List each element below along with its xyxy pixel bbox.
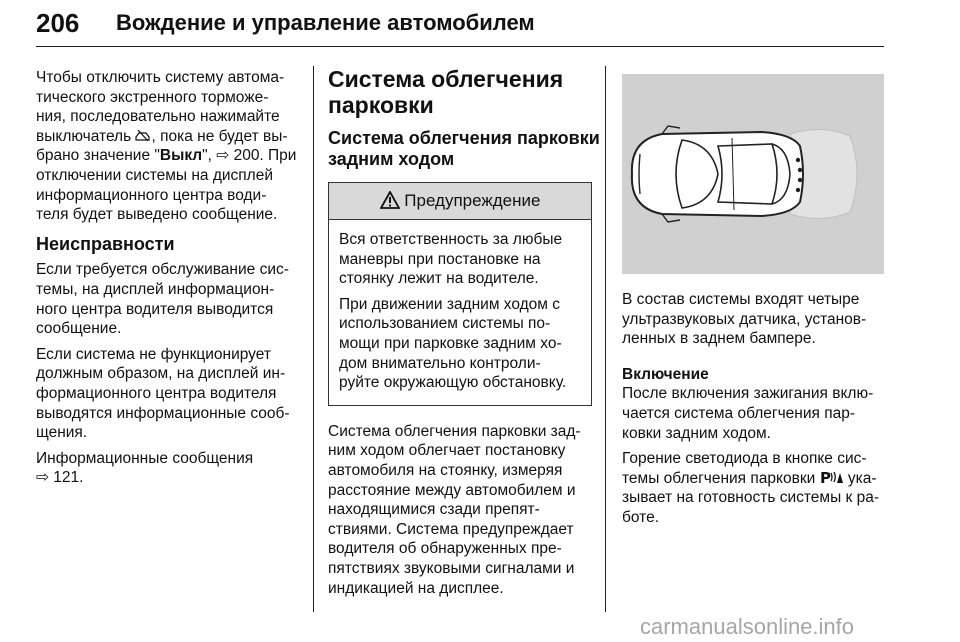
text-line: стоянку лежит на водителе. [339, 270, 539, 288]
text-line: сообщение. [36, 320, 122, 338]
text-line: ультразвуковых датчика, установ- [622, 310, 867, 328]
watermark: carmanualsonline.info [640, 614, 855, 639]
text-line: маневры при постановке на [339, 250, 541, 268]
text-line: После включения зажигания вклю- [622, 385, 874, 403]
svg-text:P: P [819, 469, 831, 485]
rear-sensor [798, 178, 802, 182]
page-number: 206 [36, 8, 80, 38]
rear-sensor [796, 158, 800, 162]
warning-box [328, 182, 592, 406]
intro-paragraph [36, 68, 304, 225]
text-span: ука- [843, 469, 877, 487]
text-line: Вся ответственность за любые [339, 231, 563, 248]
info-paragraph [36, 449, 304, 488]
text-line: отключении системы на дисплей [36, 166, 274, 184]
right-column [622, 290, 886, 534]
column-divider-left [313, 66, 314, 612]
text-line: зывает на готовность системы к ра- [622, 489, 880, 507]
text-line: руйте окружающую обстановку. [339, 374, 567, 392]
column-divider-right [605, 66, 606, 612]
subsection-title [328, 128, 600, 170]
page-ref-arrow-icon: ⇨ [216, 147, 230, 165]
text-line: ствиями. Система предупреждает [328, 520, 574, 538]
page-reference[interactable]: 200. При [229, 147, 297, 165]
fault-heading: Неисправности [36, 233, 175, 254]
text-line: теля будет выведено сообщение. [36, 206, 278, 224]
text-line: ленных в заднем бампере. [622, 330, 816, 348]
warning-triangle-icon [380, 191, 400, 209]
text-line: При движении задним ходом с [339, 295, 561, 313]
switch-on-paragraph-2 [622, 449, 886, 527]
text-line: водителя об обнаруженных пре- [328, 540, 562, 558]
text-span: выключатель [36, 127, 136, 145]
text-line: находящимися сзади препят- [328, 501, 540, 519]
text-line: информационного центра води- [36, 186, 267, 204]
park-assist-icon [820, 470, 844, 485]
warning-paragraph-2 [339, 295, 581, 393]
running-title: Вождение и управление автомобилем [116, 10, 535, 35]
warning-paragraph-1 [339, 230, 581, 289]
text-line: ковки задним ходом. [622, 424, 771, 442]
fault-paragraph-1 [36, 260, 304, 338]
rear-sensor [798, 168, 802, 172]
text-line: Если система не функционирует [36, 345, 271, 363]
text-line [36, 127, 304, 147]
text-line: должным образом, на дисплей ин- [36, 365, 286, 383]
text-span: ", [202, 147, 217, 165]
text-line: В состав системы входят четыре [622, 291, 860, 308]
left-column [36, 68, 304, 494]
page-header [36, 6, 884, 48]
page-ref-arrow-icon: ⇨ [36, 469, 49, 487]
title-line: парковки [328, 92, 434, 118]
option-value-off: Выкл [159, 147, 203, 165]
warning-body [329, 220, 591, 405]
text-span: темы облегчения парковки [622, 469, 820, 487]
middle-column [328, 66, 600, 604]
text-line: Чтобы отключить систему автома- [36, 69, 285, 86]
switch-on-paragraph-1 [622, 384, 886, 443]
text-line: Горение светодиода в кнопке сис- [622, 450, 867, 468]
text-line: расстояние между автомобилем и [328, 481, 576, 499]
header-rule [36, 46, 884, 47]
text-line: дом внимательно контроли- [339, 354, 541, 372]
car-top-view [632, 126, 803, 222]
parking-sensor-figure [622, 74, 884, 274]
warning-title: Предупреждение [404, 191, 541, 210]
text-line: ного центра водителя выводится [36, 300, 274, 318]
text-line: формационного центра водителя [36, 384, 277, 402]
text-line: темы, на дисплей информацион- [36, 280, 275, 298]
text-line: тического экстренного торможе- [36, 88, 269, 106]
text-line: ним ходом облегчает постановку [328, 442, 566, 460]
warning-header [329, 183, 591, 220]
page-reference[interactable]: 121. [49, 469, 84, 487]
text-line: пятствиях звуковыми сигналами и [328, 559, 575, 577]
text-span: брано значение " [36, 147, 160, 165]
text-line: Система облегчения парковки зад- [328, 422, 581, 440]
text-line: Если требуется обслуживание сис- [36, 261, 289, 279]
text-line: мощи при парковке задним хо- [339, 334, 562, 352]
text-line: щения. [36, 424, 88, 442]
text-line: чается система облегчения пар- [622, 404, 855, 422]
text-line: использованием системы по- [339, 315, 551, 333]
section-title [328, 66, 592, 118]
fault-paragraph-2 [36, 345, 304, 443]
body-paragraph [328, 422, 592, 598]
text-line: выводятся информационные сооб- [36, 404, 290, 422]
text-line [36, 468, 304, 488]
title-line: Система облегчения [328, 66, 564, 92]
text-line: автомобиля на стоянку, измеряя [328, 461, 563, 479]
text-line: ния, последовательно нажимайте [36, 108, 280, 126]
figure-caption [622, 290, 886, 349]
title-line: задним ходом [328, 149, 455, 169]
brake-off-switch-icon [135, 129, 151, 142]
text-line [622, 469, 886, 489]
text-span: , пока не будет вы- [151, 127, 288, 145]
rear-sensor [796, 188, 800, 192]
text-line: боте. [622, 508, 660, 526]
switch-on-heading: Включение [622, 365, 709, 383]
title-line: Система облегчения парковки [328, 128, 600, 148]
text-line [36, 146, 304, 166]
text-line: Информационные сообщения [36, 449, 254, 467]
text-line: индикацией на дисплее. [328, 579, 504, 597]
